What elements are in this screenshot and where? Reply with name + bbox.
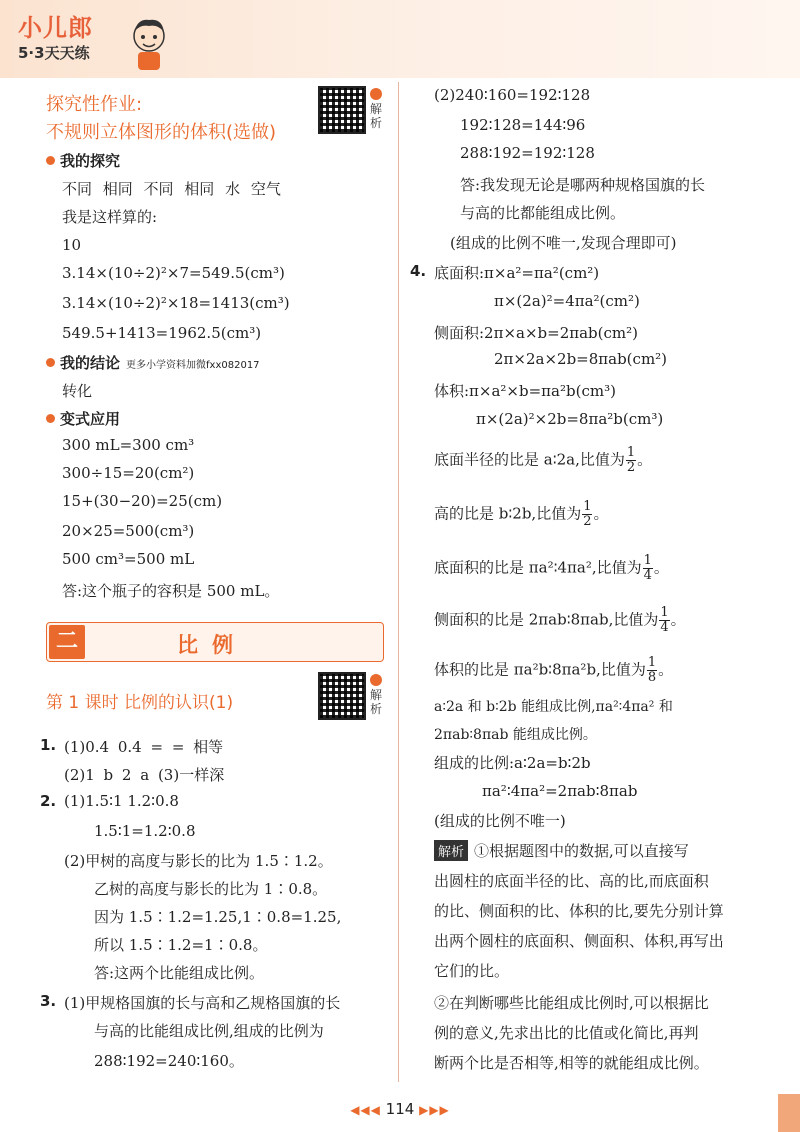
unit-title: 比例 xyxy=(177,633,247,657)
analysis-line: 断两个比是否相等,相等的就能组成比例。 xyxy=(434,1054,709,1072)
apply-line: 500 cm³=500 mL xyxy=(62,550,195,568)
apply-line: 15+(30−20)=25(cm) xyxy=(62,492,223,510)
page-footer xyxy=(0,1100,800,1118)
q3b-line: 288∶192=192∶128 xyxy=(460,144,595,162)
not-unique-note: (组成的比例不唯一) xyxy=(434,812,566,830)
q2-line: 1.5∶1=1.2∶0.8 xyxy=(94,822,196,840)
q4-line: 底面积:π×a²=πa²(cm²) xyxy=(434,264,600,282)
section-heading-explore: 我的探究 xyxy=(46,150,120,171)
analysis-line: 的比、侧面积的比、体积的比,要先分别计算 xyxy=(434,902,724,920)
play-icon xyxy=(370,674,382,686)
ratio-volume: 体积的比是 πa²b∶8πa²b,比值为 $\frac{1}{8}$ 。 xyxy=(434,655,674,685)
q4-line: π×(2a)²×2b=8πa²b(cm³) xyxy=(476,410,664,428)
column-divider xyxy=(398,82,399,1082)
unit-banner xyxy=(46,622,384,662)
ratio-height: 高的比是 b∶2b,比值为 $\frac{1}{2}$ 。 xyxy=(434,499,609,529)
fraction: $\frac{1}{4}$ xyxy=(660,605,669,635)
ratio-side-area: 侧面积的比是 2πab∶8πab,比值为 $\frac{1}{4}$ 。 xyxy=(434,605,686,635)
analysis-line: ②在判断哪些比能组成比例时,可以根据比 xyxy=(434,994,709,1012)
q3b-line: 与高的比都能组成比例。 xyxy=(460,204,626,222)
calc-line: 3.14×(10÷2)²×18=1413(cm³) xyxy=(62,294,290,312)
q3-line: (1)甲规格国旗的长与高和乙规格国旗的长 xyxy=(64,994,341,1012)
qr-label: 解析 xyxy=(370,688,383,716)
analysis-line: 出圆柱的底面半径的比、高的比,而底面积 xyxy=(434,872,709,890)
analysis-line: 出两个圆柱的底面积、侧面积、体积,再写出 xyxy=(434,932,724,950)
section-heading-apply: 变式应用 xyxy=(46,408,120,429)
bullet-icon xyxy=(46,156,55,165)
ratio-base-area: 底面积的比是 πa²∶4πa²,比值为 $\frac{1}{4}$ 。 xyxy=(434,553,669,583)
explore-answers: 不同 相同 不同 相同 水 空气 xyxy=(62,180,281,198)
q2-line: 乙树的高度与影长的比为 1∶0.8。 xyxy=(94,880,328,898)
exercise-title: 探究性作业: xyxy=(46,94,143,115)
q3b-note: (组成的比例不唯一,发现合理即可) xyxy=(450,234,677,252)
analysis-line: 解析 ①根据题图中的数据,可以直接写 xyxy=(434,840,689,861)
lesson-title: 第 1 课时 比例的认识(1) xyxy=(46,693,234,713)
next-arrows-icon: ▶▶▶ xyxy=(419,1103,450,1117)
apply-line: 20×25=500(cm³) xyxy=(62,522,195,540)
conclusion-text: 转化 xyxy=(62,382,93,400)
qr-code-icon[interactable] xyxy=(318,672,366,720)
prev-arrows-icon: ◀◀◀ xyxy=(350,1103,381,1117)
can-form-line: a∶2a 和 b∶2b 能组成比例,πa²∶4πa² 和 xyxy=(434,699,673,715)
q4-line: π×(2a)²=4πa²(cm²) xyxy=(494,292,640,310)
apply-answer: 答:这个瓶子的容积是 500 mL。 xyxy=(62,582,280,600)
analysis-line: 它们的比。 xyxy=(434,962,510,980)
question-number: 1. xyxy=(40,736,57,754)
fraction: $\frac{1}{4}$ xyxy=(643,553,652,583)
q3b-line: 192∶128=144∶96 xyxy=(460,116,586,134)
formed-proportion: 组成的比例:a∶2a=b∶2b xyxy=(434,754,591,772)
mascot-icon xyxy=(128,16,170,72)
formed-proportion: πa²∶4πa²=2πab∶8πab xyxy=(482,782,638,800)
play-icon xyxy=(370,88,382,100)
q2-line: 因为 1.5∶1.2=1.25,1∶0.8=1.25, xyxy=(94,908,342,926)
question-number: 2. xyxy=(40,792,57,810)
fraction: $\frac{1}{2}$ xyxy=(626,445,636,475)
brand-name: 小儿郎 xyxy=(18,14,93,42)
exercise-subtitle: 不规则立体图形的体积(选做) xyxy=(46,122,277,143)
qr-code-icon[interactable] xyxy=(318,86,366,134)
q4-line: 侧面积:2π×a×b=2πab(cm²) xyxy=(434,324,638,342)
section-heading-conclusion: 我的结论 更多小学资料加微fxx082017 xyxy=(46,352,260,373)
calc-intro: 我是这样算的: xyxy=(62,208,158,226)
q2-line: (1)1.5∶1 1.2∶0.8 xyxy=(64,792,179,810)
q3b-line: (2)240∶160=192∶128 xyxy=(434,86,591,104)
q1-answer: (1)0.4 0.4 = = 相等 xyxy=(64,738,224,756)
question-number: 4. xyxy=(410,262,427,280)
page-number: 114 xyxy=(385,1100,415,1118)
calc-line: 3.14×(10÷2)²×7=549.5(cm³) xyxy=(62,264,285,282)
q3-line: 288∶192=240∶160。 xyxy=(94,1052,244,1070)
q1-answer: (2)1 b 2 a (3)一样深 xyxy=(64,766,225,784)
analysis-line: 例的意义,先求出比的比值或化简比,再判 xyxy=(434,1024,699,1042)
q3b-line: 答:我发现无论是哪两种规格国旗的长 xyxy=(460,176,706,194)
bullet-icon xyxy=(46,358,55,367)
q4-line: 体积:π×a²×b=πa²b(cm³) xyxy=(434,382,616,400)
series-name: 5·3天天练 xyxy=(18,44,90,62)
brand-logo xyxy=(18,8,168,70)
fraction: $\frac{1}{8}$ xyxy=(647,655,657,685)
question-number: 3. xyxy=(40,992,57,1010)
q2-answer: 答:这两个比能组成比例。 xyxy=(94,964,265,982)
can-form-line: 2πab∶8πab 能组成比例。 xyxy=(434,727,597,743)
apply-line: 300÷15=20(cm²) xyxy=(62,464,195,482)
calc-line: 549.5+1413=1962.5(cm³) xyxy=(62,324,262,342)
calc-line: 10 xyxy=(62,236,82,254)
fraction: $\frac{1}{2}$ xyxy=(583,499,592,529)
unit-number: 二 xyxy=(49,625,85,659)
q4-line: 2π×2a×2b=8πab(cm²) xyxy=(494,350,668,368)
conclusion-note: 更多小学资料加微fxx082017 xyxy=(126,360,260,371)
apply-line: 300 mL=300 cm³ xyxy=(62,436,195,454)
analysis-tag: 解析 xyxy=(434,840,468,861)
qr-label: 解析 xyxy=(370,102,383,130)
bullet-icon xyxy=(46,414,55,423)
q2-line: (2)甲树的高度与影长的比为 1.5∶1.2。 xyxy=(64,852,333,870)
edge-stripe xyxy=(778,1094,800,1132)
q3-line: 与高的比能组成比例,组成的比例为 xyxy=(94,1022,324,1040)
q2-line: 所以 1.5∶1.2=1∶0.8。 xyxy=(94,936,268,954)
ratio-radius: 底面半径的比是 a∶2a,比值为 $\frac{1}{2}$ 。 xyxy=(434,445,653,475)
